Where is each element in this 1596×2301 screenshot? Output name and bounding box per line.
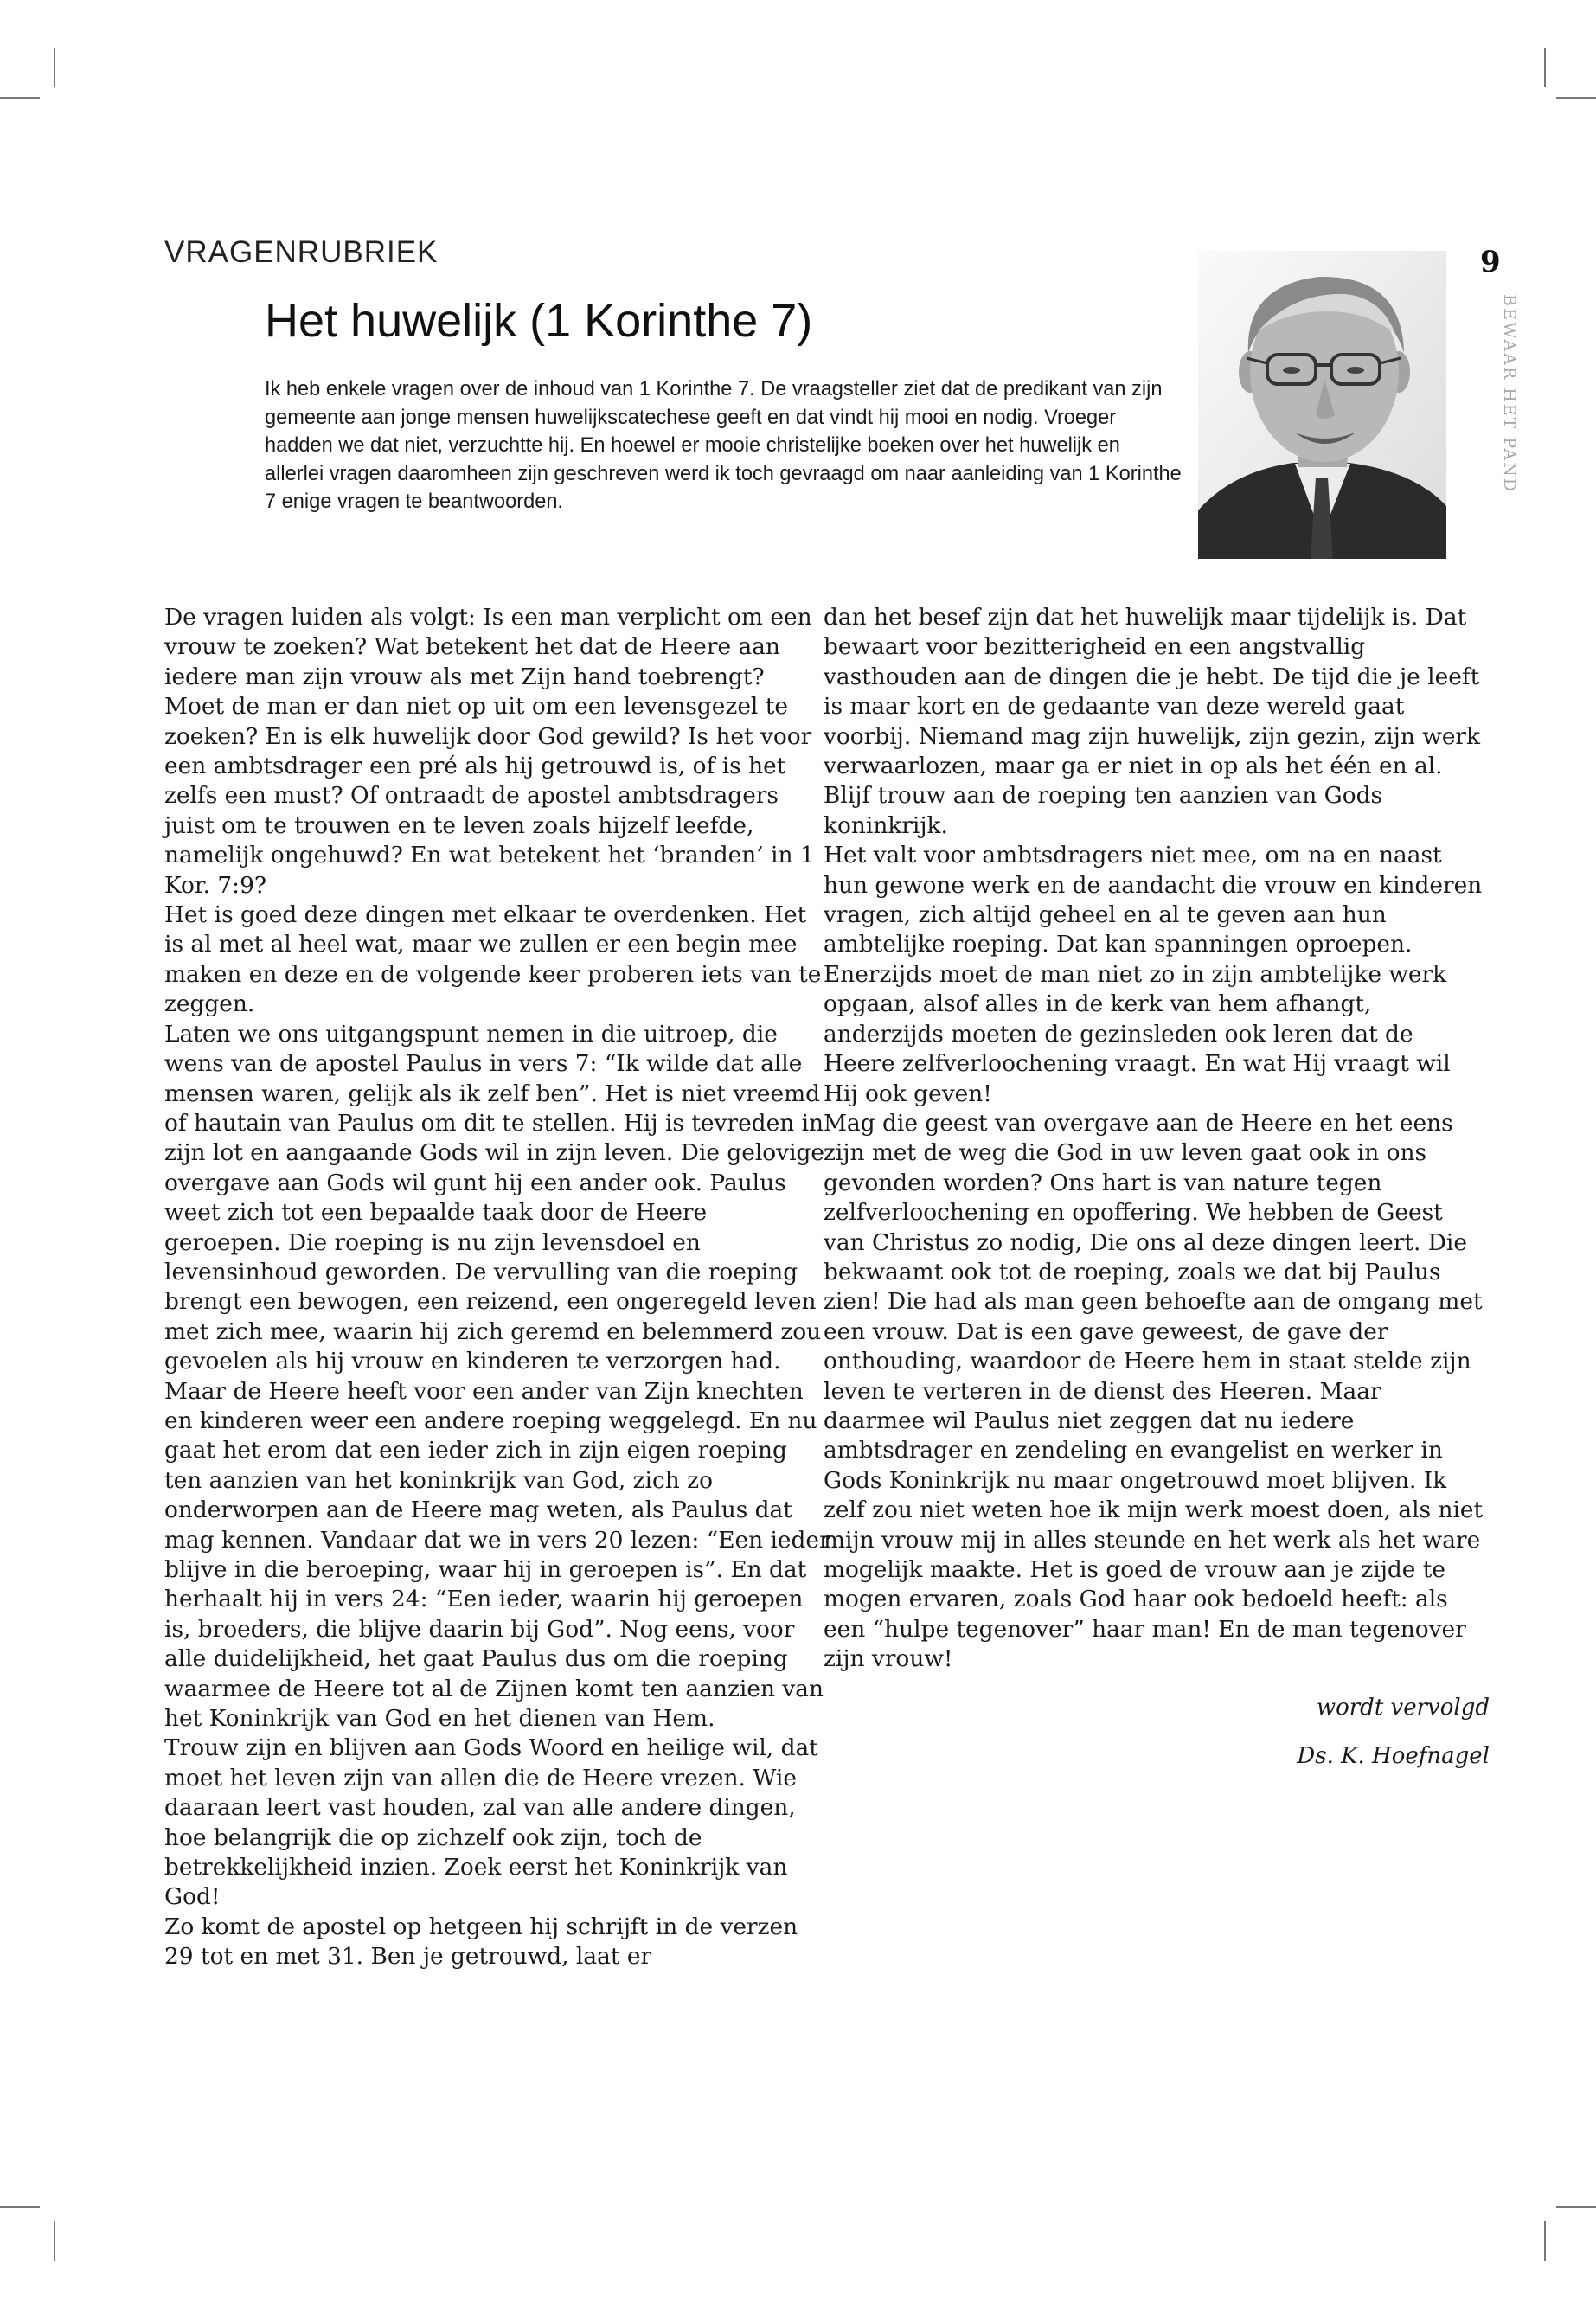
body-paragraph: De vragen luiden als volgt: Is een man verplicht om een vrouw te zoeken? Wat betekent het dat de Heere aan iedere man zijn vrouw als met Zijn hand toebrengt? Moet de man er dan niet op uit om een levensgezel te zoeken? En is elk huwelijk door God gewild? Is het voor een ambtsdrager een pré als hij getrouwd is, of is het zelfs een must? Of ontraadt de apostel ambtsdragers juist om te trouwen en te leven zoals hijzelf leefde, namelijk ongehuwd? En wat betekent het ‘branden’ in 1 Kor. 7:9?: [164, 604, 815, 899]
article-intro: Ik heb enkele vragen over de inhoud van 1 Korinthe 7. De vraagsteller ziet dat de predikant van zijn gemeente aan jonge mensen huwelijkscatechese geeft en dat vindt hij mooi en nodig. Vroeger hadden we dat niet, verzuchtte hij. En hoewel er mooie christelijke boeken over het huwelijk en allerlei vragen daaromheen zijn geschreven werd ik toch gevraagd om naar aanleiding van 1 Korinthe 7 enige vragen te beantwoorden.: [265, 378, 1182, 513]
body-paragraph: Zo komt de apostel op hetgeen hij schrijft in de verzen 29 tot en met 31. Ben je getrouwd, laat er: [164, 1913, 798, 1971]
crop-mark-bottom-left-h: [0, 2206, 40, 2208]
section-side-label: BEWAAR HET PAND: [1500, 294, 1519, 493]
body-paragraph: Laten we ons uitgangspunt nemen in die uitroep, die wens van de apostel Paulus in vers 7: “Ik wilde dat alle mensen waren, gelijk als ik zelf ben”. Het is niet vreemd of hautain van Paulus om dit te stellen. Hij is tevreden in zijn lot en aangaande Gods wil in zijn leven. Die gelovige overgave aan Gods wil gunt hij een ander ook. Paulus weet zich tot een bepaalde taak door de Heere geroepen. Die roeping is nu zijn levensdoel en levensinhoud geworden. De vervulling van die roeping brengt een bewogen, een reizend, een ongeregeld leven met zich mee, waarin hij zich geremd en belemmerd zou gevoelen als hij vrouw en kinderen te verzorgen had.: [164, 1020, 825, 1375]
page-number: 9: [1480, 245, 1501, 279]
author-portrait: [1198, 251, 1446, 559]
author-signature: Ds. K. Hoefnagel: [1297, 1743, 1490, 1770]
continuation-note: wordt vervolgd: [1316, 1694, 1490, 1721]
body-paragraph: dan het besef zijn dat het huwelijk maar tijdelijk is. Dat bewaart voor bezitterigheid en een angstvallig vasthouden aan de dingen die je hebt. De tijd die je leeft is maar kort en de gedaante van deze wereld gaat voorbij. Niemand mag zijn huwelijk, zijn gezin, zijn werk verwaarlozen, maar ga er niet in op als het één en al. Blijf trouw aan de roeping ten aanzien van Gods koninkrijk.: [824, 604, 1481, 839]
section-rubric: VRAGENRUBRIEK: [164, 235, 439, 269]
body-paragraph: Mag die geest van overgave aan de Heere en het eens zijn met de weg die God in uw leven gaat ook in ons gevonden worden? Ons hart is van nature tegen zelfverloochening en opoffering. We hebben de Geest van Christus zo nodig, Die ons al deze dingen leert. Die bekwaamt ook tot de roeping, zoals we dat bij Paulus zien! Die had als man geen behoefte aan de omgang met een vrouw. Dat is een gave geweest, de gave der onthouding, waardoor de Heere hem in staat stelde zijn leven te verteren in de dienst des Heeren. Maar daarmee wil Paulus niet zeggen dat nu iedere ambtsdrager en zendeling en evangelist en werker in Gods Koninkrijk nu maar ongetrouwd moet blijven. Ik zelf zou niet weten hoe ik mijn werk moest doen, als niet mijn vrouw mij in alles steunde en het werk als het ware mogelijk maakte. Het is goed de vrouw aan je zijde te mogen ervaren, zoals God haar ook bedoeld heeft: als een “hulpe tegenover” haar man! En de man tegenover zijn vrouw!: [824, 1109, 1484, 1673]
crop-mark-top-left: [54, 48, 55, 87]
crop-mark-bottom-left: [54, 2221, 55, 2261]
article-title: Het huwelijk (1 Korinthe 7): [265, 295, 813, 347]
body-paragraph: Het valt voor ambtsdragers niet mee, om na en naast hun gewone werk en de aandacht die vrouw en kinderen vragen, zich altijd geheel en al te geven aan hun ambtelijke roeping. Dat kan spanningen oproepen. Enerzijds moet de man niet zo in zijn ambtelijke werk opgaan, alsof alles in de kerk van hem afhangt, anderzijds moeten de gezinsleden ook leren dat de Heere zelfverloochening vraagt. En wat Hij vraagt wil Hij ook geven!: [824, 842, 1483, 1107]
left-column: [164, 603, 830, 1972]
crop-mark-bottom-right: [1544, 2221, 1546, 2261]
body-paragraph: Trouw zijn en blijven aan Gods Woord en heilige wil, dat moet het leven zijn van allen die de Heere vrezen. Wie daaraan leert vast houden, zal van alle andere dingen, hoe belangrijk die op zichzelf ook zijn, toch de betrekkelijkheid inzien. Zoek eerst het Koninkrijk van God!: [164, 1734, 818, 1911]
crop-mark-top-left-h: [0, 97, 40, 99]
body-paragraph: Maar de Heere heeft voor een ander van Zijn knechten en kinderen weer een andere roeping weggelegd. En nu gaat het erom dat een ieder zich in zijn eigen roeping ten aanzien van het koninkrijk van God, zich zo onderworpen aan de Heere mag weten, als Paulus dat mag kennen. Vandaar dat we in vers 20 lezen: “Een ieder blijve in die beroeping, waar hij in geroepen is”. En dat herhaalt hij in vers 24: “Een ieder, waarin hij geroepen is, broeders, die blijve daarin bij God”. Nog eens, voor alle duidelijkheid, het gaat Paulus dus om die roeping waarmee de Heere tot al de Zijnen komt ten aanzien van het Koninkrijk van God en het dienen van Hem.: [164, 1377, 830, 1733]
crop-mark-top-right: [1544, 48, 1546, 87]
body-paragraph: Het is goed deze dingen met elkaar te overdenken. Het is al met al heel wat, maar we zullen er een begin mee maken en deze en de volgende keer proberen iets van te zeggen.: [164, 901, 822, 1018]
crop-mark-top-right-h: [1556, 97, 1596, 99]
crop-mark-bottom-right-h: [1556, 2206, 1596, 2208]
right-column: [824, 603, 1490, 1771]
